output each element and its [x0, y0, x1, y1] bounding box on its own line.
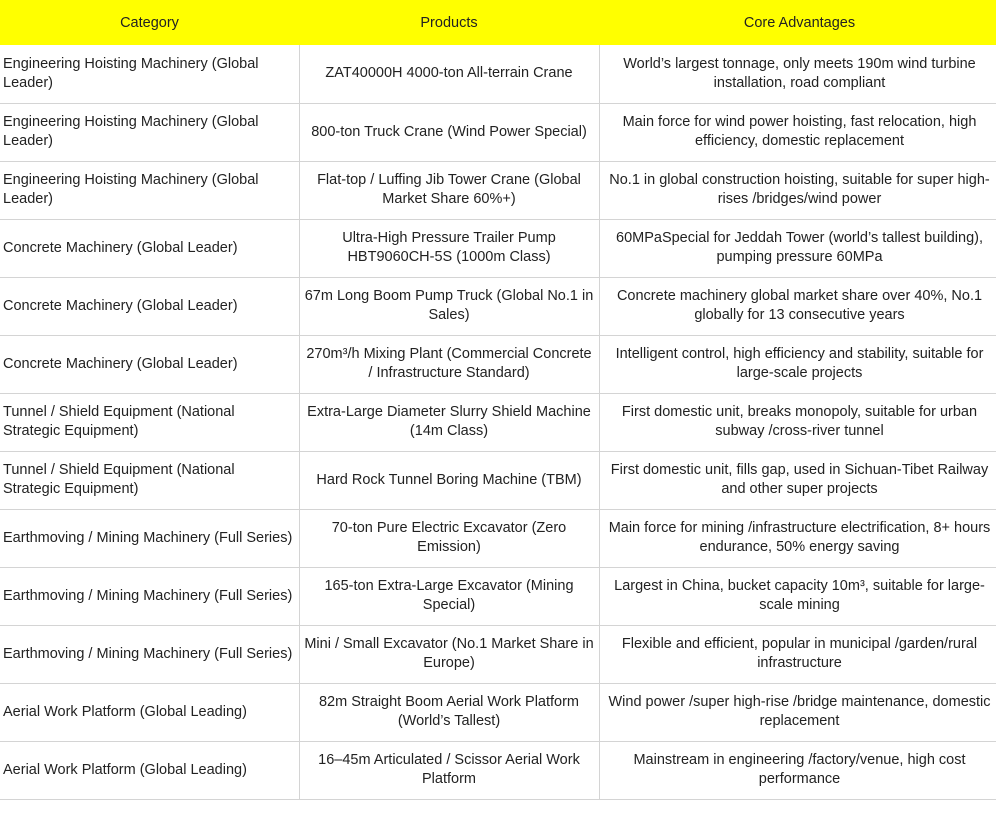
- column-header-category: Category: [0, 0, 299, 45]
- product-cell: 270m³/h Mixing Plant (Commercial Concrete / Infrastructure Standard): [299, 335, 599, 393]
- category-cell: Engineering Hoisting Machinery (Global Leader): [0, 103, 299, 161]
- product-cell: Hard Rock Tunnel Boring Machine (TBM): [299, 451, 599, 509]
- header-row: [0, 0, 996, 45]
- advantage-cell: Mainstream in engineering /factory/venue, high cost performance: [599, 741, 996, 799]
- table-row: [0, 451, 996, 509]
- advantage-cell: Main force for mining /infrastructure electrification, 8+ hours endurance, 50% energy saving: [599, 509, 996, 567]
- column-header-core-advantages: Core Advantages: [599, 0, 996, 45]
- table-row: [0, 567, 996, 625]
- table-body: [0, 45, 996, 799]
- advantage-cell: 60MPaSpecial for Jeddah Tower (world’s tallest building), pumping pressure 60MPa: [599, 219, 996, 277]
- table-row: [0, 335, 996, 393]
- table-row: [0, 219, 996, 277]
- category-cell: Earthmoving / Mining Machinery (Full Series): [0, 625, 299, 683]
- category-cell: Concrete Machinery (Global Leader): [0, 277, 299, 335]
- table-row: [0, 683, 996, 741]
- product-cell: Ultra-High Pressure Trailer Pump HBT9060CH-5S (1000m Class): [299, 219, 599, 277]
- product-cell: ZAT40000H 4000-ton All-terrain Crane: [299, 45, 599, 103]
- advantage-cell: No.1 in global construction hoisting, suitable for super high-rises /bridges/wind power: [599, 161, 996, 219]
- advantage-cell: Flexible and efficient, popular in municipal /garden/rural infrastructure: [599, 625, 996, 683]
- table-row: [0, 393, 996, 451]
- product-cell: 70-ton Pure Electric Excavator (Zero Emission): [299, 509, 599, 567]
- product-cell: 82m Straight Boom Aerial Work Platform (World’s Tallest): [299, 683, 599, 741]
- product-cell: Mini / Small Excavator (No.1 Market Share in Europe): [299, 625, 599, 683]
- category-cell: Tunnel / Shield Equipment (National Strategic Equipment): [0, 451, 299, 509]
- table-row: [0, 625, 996, 683]
- product-cell: 800-ton Truck Crane (Wind Power Special): [299, 103, 599, 161]
- category-cell: Engineering Hoisting Machinery (Global Leader): [0, 161, 299, 219]
- table-row: [0, 741, 996, 799]
- category-cell: Concrete Machinery (Global Leader): [0, 335, 299, 393]
- category-cell: Engineering Hoisting Machinery (Global Leader): [0, 45, 299, 103]
- table-row: [0, 161, 996, 219]
- advantage-cell: Concrete machinery global market share over 40%, No.1 globally for 13 consecutive years: [599, 277, 996, 335]
- column-header-products: Products: [299, 0, 599, 45]
- product-cell: Extra-Large Diameter Slurry Shield Machine (14m Class): [299, 393, 599, 451]
- table-row: [0, 45, 996, 103]
- product-cell: 67m Long Boom Pump Truck (Global No.1 in Sales): [299, 277, 599, 335]
- advantage-cell: Wind power /super high-rise /bridge maintenance, domestic replacement: [599, 683, 996, 741]
- advantage-cell: World’s largest tonnage, only meets 190m wind turbine installation, road compliant: [599, 45, 996, 103]
- product-cell: 16–45m Articulated / Scissor Aerial Work Platform: [299, 741, 599, 799]
- category-cell: Earthmoving / Mining Machinery (Full Series): [0, 567, 299, 625]
- table-row: [0, 103, 996, 161]
- product-cell: 165-ton Extra-Large Excavator (Mining Special): [299, 567, 599, 625]
- category-cell: Aerial Work Platform (Global Leading): [0, 741, 299, 799]
- table-row: [0, 277, 996, 335]
- table-row: [0, 509, 996, 567]
- product-cell: Flat-top / Luffing Jib Tower Crane (Global Market Share 60%+): [299, 161, 599, 219]
- advantage-cell: Intelligent control, high efficiency and stability, suitable for large-scale projects: [599, 335, 996, 393]
- advantage-cell: First domestic unit, fills gap, used in Sichuan-Tibet Railway and other super projects: [599, 451, 996, 509]
- advantage-cell: Main force for wind power hoisting, fast relocation, high efficiency, domestic replacement: [599, 103, 996, 161]
- table-header: [0, 0, 996, 45]
- category-cell: Tunnel / Shield Equipment (National Strategic Equipment): [0, 393, 299, 451]
- category-cell: Aerial Work Platform (Global Leading): [0, 683, 299, 741]
- advantage-cell: First domestic unit, breaks monopoly, suitable for urban subway /cross-river tunnel: [599, 393, 996, 451]
- advantage-cell: Largest in China, bucket capacity 10m³, suitable for large-scale mining: [599, 567, 996, 625]
- category-cell: Concrete Machinery (Global Leader): [0, 219, 299, 277]
- category-cell: Earthmoving / Mining Machinery (Full Series): [0, 509, 299, 567]
